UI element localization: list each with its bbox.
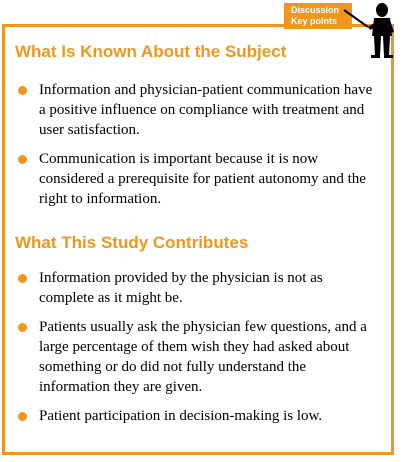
contributes-points-list (15, 268, 375, 435)
bullet-icon (18, 155, 27, 164)
list-item (15, 317, 375, 397)
list-item (15, 80, 375, 140)
list-item-text: Communication is important because it is now considered a prerequisite for patient autonomy and the right to information. (39, 151, 366, 207)
section-heading-contributes: What This Study Contributes (15, 233, 249, 252)
list-item (15, 406, 375, 426)
list-item-text: Information provided by the physician is not as complete as it might be. (39, 270, 323, 306)
teacher-pointer-icon (340, 0, 400, 60)
known-points-list (15, 80, 375, 218)
bullet-icon (18, 274, 27, 283)
list-item (15, 268, 375, 308)
section-heading-known: What Is Known About the Subject (15, 42, 287, 61)
list-item-text: Patients usually ask the physician few questions, and a large percentage of them wish they had asked about something or do did not fully understand the information they are given. (39, 319, 367, 395)
list-item-text: Information and physician-patient communication have a positive influence on compliance with treatment and user satisfaction. (39, 82, 373, 138)
list-item (15, 149, 375, 209)
bullet-icon (18, 323, 27, 332)
tab-label-discussion: Discussion (291, 5, 340, 15)
bullet-icon (18, 412, 27, 421)
tab-label-key-points: Key points (291, 16, 338, 26)
list-item-text: Patient participation in decision-making is low. (39, 408, 323, 424)
bullet-icon (18, 86, 27, 95)
